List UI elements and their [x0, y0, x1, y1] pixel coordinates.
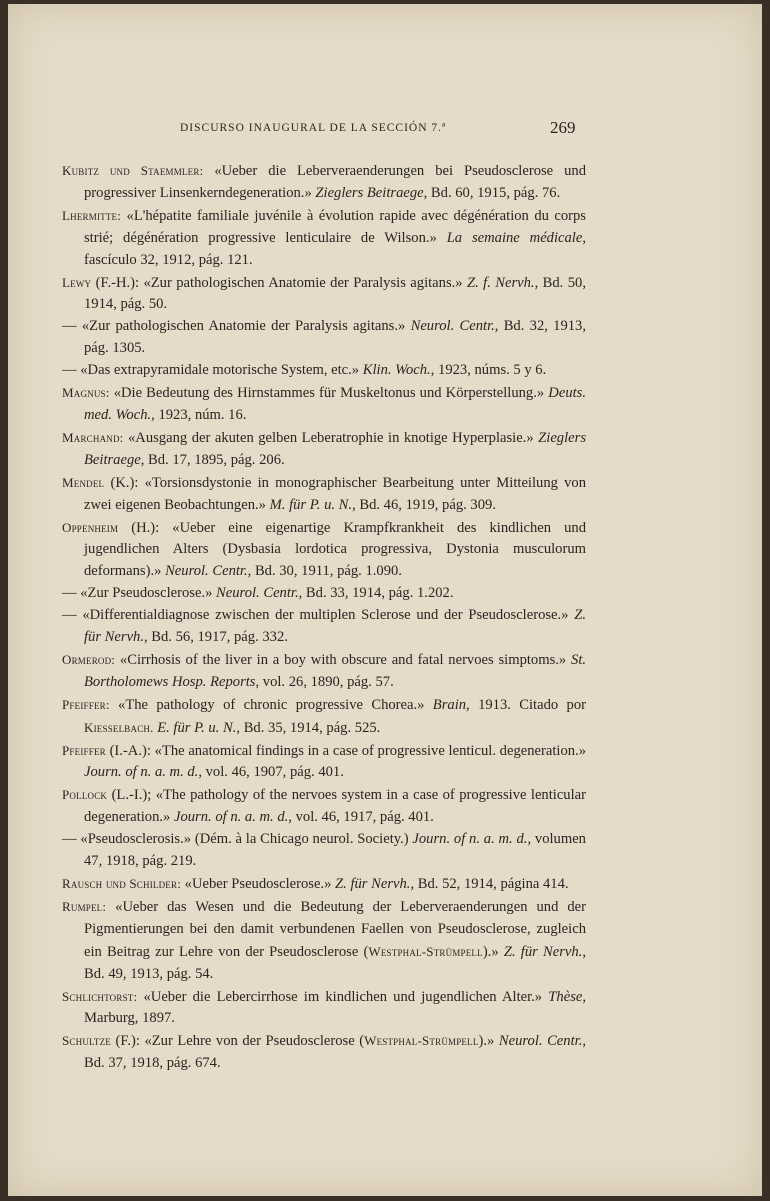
- entry-eponym: Westphal-Strümpell: [364, 1033, 479, 1049]
- entry-journal: Journ. of n. a. m. d.: [173, 809, 289, 826]
- entry-journal: Brain: [432, 696, 467, 713]
- entry-title: «Cirrhosis of the liver in a boy with obscure and fatal nervoes simptoms.»: [119, 651, 567, 668]
- entry-reference: vol. 46, 1917, pág. 401.: [295, 809, 434, 826]
- bibliography-entry: — «Zur pathologischen Anatomie der Paralysis agitans.» Neurol. Centr., Bd. 32, 1913, pág. 1305.: [62, 318, 586, 357]
- bibliography-entry: Schlichtorst: «Ueber die Lebercirrhose im kindlichen und jugendlichen Alter.» Thèse, Marburg, 1897.: [62, 988, 587, 1027]
- bibliography-entry: Lewy (F.-H.): «Zur pathologischen Anatomie der Paralysis agitans.» Z. f. Nervh., Bd. 50, 1914, pág. 50.: [62, 274, 586, 313]
- bibliography-entry: Pfeiffer (I.-A.): «The anatomical findings in a case of progressive lenticul. degeneration.» Journ. of n. a. m. d., vol. 46, 1907, pág. 401.: [62, 742, 586, 781]
- entry-journal: Neurol. Centr.: [165, 563, 248, 580]
- entry-reference: vol. 26, 1890, pág. 57.: [262, 673, 394, 690]
- entry-title: «Zur pathologischen Anatomie der Paralysis agitans.»: [143, 274, 463, 291]
- entry-journal: Neurol. Centr.: [410, 318, 495, 335]
- entry-title: «Zur Pseudosclerose.»: [80, 585, 213, 602]
- entry-journal: La semaine médicale: [446, 229, 583, 246]
- entry-title: «The anatomical findings in a case of progressive lenticul. degeneration.»: [154, 742, 586, 759]
- entry-author: Pfeiffer: [62, 742, 106, 758]
- entry-journal-2: E. für P. u. N.: [157, 719, 237, 736]
- entry-title: «Zur Lehre von der Pseudosclerose (: [144, 1033, 365, 1050]
- entry-journal: Deuts. med. Woch.: [84, 385, 586, 423]
- running-head: [70, 118, 590, 142]
- entry-author: —: [62, 585, 77, 602]
- entry-journal: Neurol. Centr.: [216, 585, 299, 602]
- entry-journal: Neurol. Centr.: [498, 1033, 583, 1050]
- entry-reference: 1923, núms. 5 y 6.: [438, 362, 547, 379]
- entry-title: «Differentialdiagnose zwischen der multiplen Sclerose und der Pseudosclerose.»: [82, 607, 569, 624]
- entry-journal: M. für P. u. N.: [269, 496, 353, 513]
- entry-title: «Ueber das Wesen und die Bedeutung der Leberveraenderungen und der Pigmentierungen bei den damit verbundenen Faellen von Pseudosclerose, zugleich ein Beitrag zur Lehre von der Pseudosclerose (: [84, 898, 586, 960]
- entry-title: «The pathology of the nervoes system in a case of progressive lenticular degeneration.»: [84, 787, 586, 826]
- entry-author: —: [62, 831, 77, 848]
- entry-author: —: [62, 318, 77, 335]
- bibliography-entry: Marchand: «Ausgang der akuten gelben Leberatrophie in knotige Hyperplasie.» Zieglers Beitraege, Bd. 17, 1895, pág. 206.: [62, 429, 586, 468]
- entry-reference: Bd. 49, 1913, pág. 54.: [84, 965, 214, 982]
- entry-title-end: ).»: [478, 1033, 495, 1050]
- entry-journal: Journ. of n. a. m. d.: [412, 831, 528, 848]
- entry-author: Schultze: [62, 1033, 111, 1049]
- entry-eponym: Westphal-Strümpell: [368, 943, 483, 959]
- entry-author: Marchand:: [62, 429, 124, 445]
- entry-initials: (I.-A.):: [109, 742, 151, 759]
- entry-initials: (K.):: [110, 474, 139, 491]
- entry-title: «Das extrapyramidale motorische System, etc.»: [80, 362, 360, 379]
- bibliography-entry: Ormerod: «Cirrhosis of the liver in a boy with obscure and fatal nervoes simptoms.» St. Bortholomews Hosp. Reports, vol. 26, 1890, pág. 57.: [62, 651, 587, 690]
- entry-journal: Zieglers Beitraege: [84, 429, 586, 468]
- bibliography-entry: Pollock (L.-I.); «The pathology of the nervoes system in a case of progressive lenticular degeneration.» Journ. of n. a. m. d., vol. 46, 1917, pág. 401.: [62, 787, 586, 826]
- bibliography-entry: Kubitz und Staemmler: «Ueber die Leberveraenderungen bei Pseudosclerose und progressiver Linsenkerndegeneration.» Zieglers Beitraege, Bd. 60, 1915, pág. 76.: [62, 163, 586, 201]
- bibliography-entry: — «Pseudosclerosis.» (Dém. à la Chicago neurol. Society.) Journ. of n. a. m. d., volumen 47, 1918, pág. 219.: [62, 831, 586, 870]
- running-head-title: DISCURSO INAUGURAL DE LA SECCIÓN 7.ª: [180, 122, 447, 134]
- entry-journal: Thèse: [548, 988, 583, 1005]
- entry-title: «Ueber eine eigenartige Krampfkrankheit des kindlichen und jugendlichen Alters (Dysbasia lordotica progressiva, Dystonia musculorum deformans).»: [84, 519, 586, 580]
- entry-title: «Ueber Pseudosclerose.»: [184, 876, 332, 892]
- entry-title: «Ueber die Lebercirrhose im kindlichen und jugendlichen Alter.»: [143, 988, 543, 1005]
- entry-initials: (L.-I.);: [111, 787, 152, 804]
- entry-initials: (F.):: [115, 1033, 140, 1050]
- entry-author: Rausch und Schilder:: [62, 876, 182, 891]
- bibliography-entry: — «Das extrapyramidale motorische System, etc.» Klin. Woch., 1923, núms. 5 y 6.: [62, 362, 547, 379]
- entry-title: «Torsionsdystonie in monographischer Bearbeitung unter Mitteilung von zwei eigenen Beobachtungen.»: [84, 474, 586, 513]
- entry-journal: Z. f. Nervh.: [466, 274, 535, 291]
- page-number: 269: [550, 118, 576, 137]
- entry-initials: (H.):: [131, 519, 160, 536]
- entry-journal: St. Bortholomews Hosp. Reports: [84, 651, 587, 690]
- entry-author: Rumpel:: [62, 898, 107, 914]
- entry-reference: Bd. 30, 1911, pág. 1.090.: [254, 563, 402, 580]
- entry-author: Ormerod:: [62, 651, 116, 667]
- entry-author: Lewy: [62, 274, 92, 290]
- entry-reference: Bd. 17, 1895, pág. 206.: [148, 451, 285, 468]
- bibliography-entry: — «Zur Pseudosclerose.» Neurol. Centr., Bd. 33, 1914, pág. 1.202.: [62, 585, 454, 602]
- entry-title: «Die Bedeutung des Hirnstammes für Muskeltonus und Körperstellung.»: [113, 385, 545, 402]
- entry-reference: fascículo 32, 1912, pág. 121.: [84, 251, 253, 268]
- entry-reference-2: Bd. 35, 1914, pág. 525.: [243, 719, 381, 736]
- entry-reference: Bd. 52, 1914, página 414.: [417, 876, 569, 892]
- entry-reference: volumen 47, 1918, pág. 219.: [84, 831, 586, 870]
- entry-author: Schlichtorst:: [62, 988, 138, 1004]
- entry-journal: Z. für Nervh.: [335, 876, 411, 892]
- entry-title: «Pseudosclerosis.» (Dém. à la Chicago neurol. Society.): [80, 831, 409, 848]
- bibliography-entry: Lhermitte: «L'hépatite familiale juvénile à évolution rapide avec dégénération du corps strié; dégénération progressive lenticulaire de Wilson.» La semaine médicale, fascículo 32, 1912, pág. 121.: [62, 207, 586, 268]
- bibliography-entry: Magnus: «Die Bedeutung des Hirnstammes für Muskeltonus und Körperstellung.» Deuts. med. Woch., 1923, núm. 16.: [62, 385, 586, 423]
- bibliography-list: [62, 160, 586, 1075]
- entry-reference: Bd. 60, 1915, pág. 76.: [430, 184, 561, 201]
- entry-author: Pfeiffer:: [62, 696, 110, 712]
- bibliography-entry: Mendel (K.): «Torsionsdystonie in monographischer Bearbeitung unter Mitteilung von zwei eigenen Beobachtungen.» M. für P. u. N., Bd. 46, 1919, pág. 309.: [62, 474, 586, 513]
- entry-author: Pollock: [62, 787, 108, 803]
- bibliography-entry: Rumpel: «Ueber das Wesen und die Bedeutung der Leberveraenderungen und der Pigmentierungen bei den damit verbundenen Faellen von Pseudosclerose, zugleich ein Beitrag zur Lehre von der Pseudosclerose (Westphal-Strümpell).» Z. für Nervh., Bd. 49, 1913, pág. 54.: [62, 898, 586, 982]
- entry-title: «Ausgang der akuten gelben Leberatrophie in knotige Hyperplasie.»: [128, 429, 534, 446]
- entry-title: «Zur pathologischen Anatomie der Paralysis agitans.»: [81, 318, 406, 335]
- entry-author: Lhermitte:: [62, 207, 122, 223]
- entry-reference: Marburg, 1897.: [84, 1010, 175, 1027]
- entry-reference: 1923, núm. 16.: [158, 406, 247, 423]
- entry-author: Kubitz und Staemmler:: [62, 163, 204, 178]
- entry-journal: Klin. Woch.: [362, 362, 431, 379]
- entry-author: Oppenheim: [62, 519, 119, 535]
- entry-reference: Bd. 32, 1913, pág. 1305.: [84, 318, 586, 357]
- entry-journal: Z. für Nervh.: [84, 607, 586, 646]
- entry-title-end: ).»: [482, 943, 499, 960]
- entry-title: «Ueber die Leberveraenderungen bei Pseudosclerose und progressiver Linsenkerndegeneration.»: [84, 163, 586, 201]
- bibliography-entry: — «Differentialdiagnose zwischen der multiplen Sclerose und der Pseudosclerose.» Z. für Nervh., Bd. 56, 1917, pág. 332.: [62, 607, 586, 646]
- entry-reference: vol. 46, 1907, pág. 401.: [205, 764, 344, 781]
- entry-author: Magnus:: [62, 385, 110, 401]
- entry-reference: Bd. 46, 1919, pág. 309.: [359, 496, 496, 513]
- bibliography-entry: Rausch und Schilder: «Ueber Pseudosclerose.» Z. für Nervh., Bd. 52, 1914, página 414.: [62, 876, 569, 892]
- entry-title: «L'hépatite familiale juvénile à évolution rapide avec dégénération du corps strié; dégénération progressive lenticulaire de Wilson.»: [84, 207, 586, 246]
- entry-author: —: [62, 362, 77, 379]
- bibliography-entry: Schultze (F.): «Zur Lehre von der Pseudosclerose (Westphal-Strümpell).» Neurol. Centr., Bd. 37, 1918, pág. 674.: [62, 1033, 587, 1072]
- entry-title: «The pathology of chronic progressive Chorea.»: [118, 696, 425, 713]
- entry-reference: 1913. Citado por: [478, 696, 586, 713]
- entry-reference: Bd. 50, 1914, pág. 50.: [84, 274, 586, 313]
- entry-journal: Zieglers Beitraege: [315, 184, 424, 201]
- entry-author: Mendel: [62, 474, 105, 490]
- book-page: [8, 4, 762, 1196]
- entry-journal: Journ. of n. a. m. d.: [84, 764, 199, 781]
- entry-journal: Z. für Nervh.: [503, 943, 583, 960]
- entry-reference: Bd. 56, 1917, pág. 332.: [151, 629, 288, 646]
- entry-cited-author: Kiesselbach.: [84, 719, 154, 735]
- entry-initials: (F.-H.):: [95, 274, 140, 291]
- bibliography-entry: Pfeiffer: «The pathology of chronic progressive Chorea.» Brain, 1913. Citado por Kiesselbach. E. für P. u. N., Bd. 35, 1914, pág. 525.: [62, 696, 586, 736]
- bibliography-entry: Oppenheim (H.): «Ueber eine eigenartige Krampfkrankheit des kindlichen und jugendlichen Alters (Dysbasia lordotica progressiva, Dystonia musculorum deformans).» Neurol. Centr., Bd. 30, 1911, pág. 1.090.: [62, 519, 586, 580]
- entry-reference: Bd. 37, 1918, pág. 674.: [84, 1055, 221, 1072]
- entry-reference: Bd. 33, 1914, pág. 1.202.: [305, 585, 454, 602]
- entry-author: —: [62, 607, 77, 624]
